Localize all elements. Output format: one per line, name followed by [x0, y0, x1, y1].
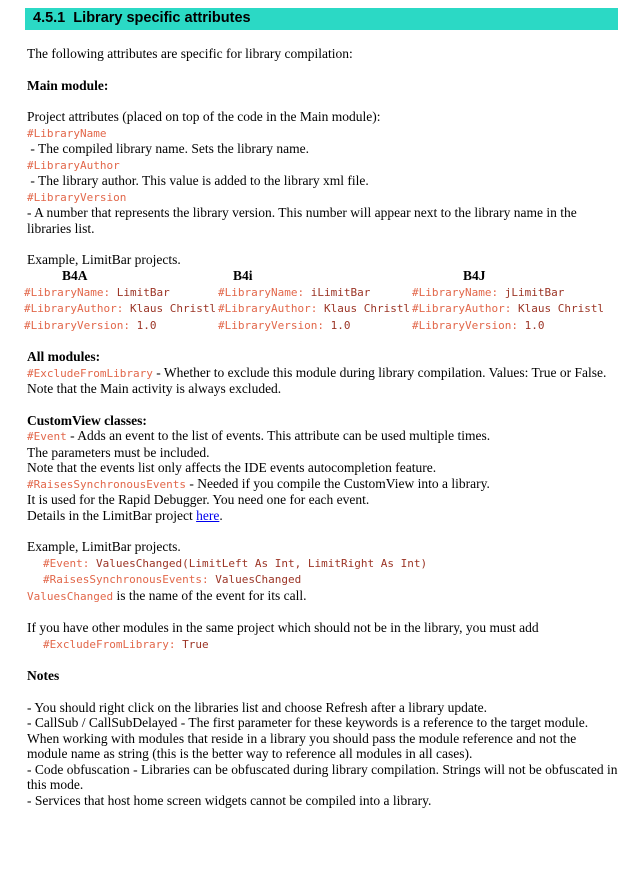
customview-details-line: Details in the LimitBar project here.	[27, 507, 223, 523]
all-modules-heading: All modules:	[27, 349, 101, 364]
code-line: #LibraryAuthor: Klaus Christl	[412, 302, 605, 315]
code-line: #LibraryVersion: 1.0	[218, 318, 351, 332]
example2-note: ValuesChanged is the name of the event for its call.	[27, 587, 307, 603]
example2-lead: Example, LimitBar projects.	[27, 539, 181, 554]
example-projects-table	[24, 268, 618, 334]
code-line: #LibraryName: iLimitBar	[218, 285, 371, 299]
attribute-library-author-desc: - The library author. This value is added to the library xml file.	[27, 173, 369, 188]
main-module-lead: Project attributes (placed on top of the code in the Main module):	[27, 109, 381, 124]
exclude-from-library-attr: #ExcludeFromLibrary	[27, 366, 153, 380]
attribute-library-name: #LibraryName	[27, 126, 107, 140]
note-item: - You should right click on the libraries list and choose Refresh after a library update.	[27, 699, 488, 715]
example-column-b4a	[24, 268, 218, 334]
code-line: #LibraryName: jLimitBar	[412, 285, 565, 299]
code-line-exclude: #ExcludeFromLibrary: True	[43, 637, 209, 651]
raises-synchronous-events-attr: #RaisesSynchronousEvents	[27, 477, 186, 491]
customview-line3: Note that the events list only affects the IDE events autocompletion feature.	[27, 460, 437, 475]
notes-heading: Notes	[27, 668, 60, 683]
all-modules-paragraph: #ExcludeFromLibrary - Whether to exclude this module during library compilation. Values: True or False. Note that the Main activity is always excluded.	[27, 364, 610, 396]
intro-paragraph: The following attributes are specific for library compilation:	[27, 46, 353, 61]
main-module-heading: Main module:	[27, 77, 109, 93]
customview-line5: It is used for the Rapid Debugger. You need one for each event.	[27, 492, 370, 507]
column-title-b4i: B4i	[233, 267, 253, 283]
event-attr: #Event	[27, 430, 67, 443]
example-column-b4j	[412, 268, 606, 334]
code-line-event: #Event: ValuesChanged(LimitLeft As Int, LimitRight As Int)	[43, 556, 428, 570]
attribute-library-name-desc: - The compiled library name. Sets the library name.	[27, 141, 310, 156]
customview-heading: CustomView classes:	[27, 412, 147, 428]
note-item: - CallSub / CallSubDelayed - The first parameter for these keywords is a reference to the target module. When working with modules that reside in a library you should pass the module reference and not the module name as string (this is the better way to reference all modules in all cases).	[27, 715, 589, 761]
customview-raises-line: #RaisesSynchronousEvents - Needed if you compile the CustomView into a library.	[27, 475, 490, 491]
here-link[interactable]: here	[196, 507, 220, 523]
values-changed-code: ValuesChanged	[27, 589, 114, 603]
column-title-b4a: B4A	[62, 267, 88, 283]
code-line-raises: #RaisesSynchronousEvents: ValuesChanged	[43, 573, 302, 586]
column-title-b4j: B4J	[463, 267, 486, 283]
code-line: #LibraryName: LimitBar	[24, 285, 170, 299]
code-line: #LibraryAuthor: Klaus Christl	[218, 302, 411, 315]
attribute-library-author: #LibraryAuthor	[27, 158, 120, 172]
note-item: - Services that host home screen widgets cannot be compiled into a library.	[27, 792, 432, 808]
code-line: #LibraryAuthor: Klaus Christl	[24, 302, 217, 315]
attribute-library-version-desc: - A number that represents the library version. This number will appear next to the library name in the libraries list.	[27, 205, 581, 236]
example-column-b4i	[218, 268, 412, 334]
note-item: - Code obfuscation - Libraries can be obfuscated during library compilation. Strings will not be obfuscated in this mode.	[27, 761, 618, 792]
customview-event-line: #Event - Adds an event to the list of events. This attribute can be used multiple times.	[27, 428, 491, 443]
code-line: #LibraryVersion: 1.0	[412, 318, 545, 332]
code-line: #LibraryVersion: 1.0	[24, 318, 157, 332]
section-heading-bar	[25, 8, 618, 30]
page-content	[0, 30, 643, 808]
exclude-lead: If you have other modules in the same project which should not be in the library, you must add	[27, 620, 539, 635]
customview-line2: The parameters must be included.	[27, 444, 210, 460]
example1-lead: Example, LimitBar projects.	[27, 252, 181, 267]
attribute-library-version: #LibraryVersion	[27, 190, 127, 204]
section-heading: 4.5.1 Library specific attributes	[33, 10, 251, 27]
